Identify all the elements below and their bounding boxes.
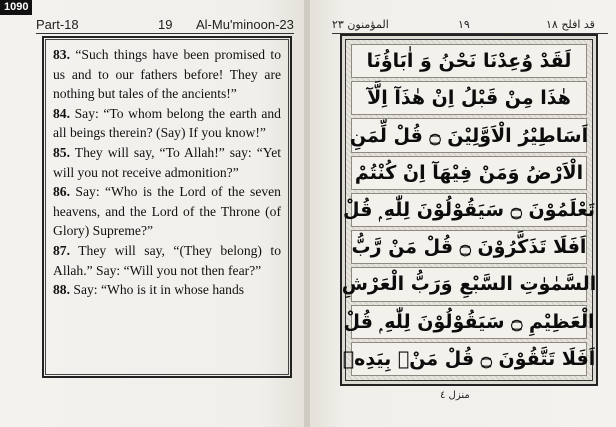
verse-number: 83.	[53, 47, 70, 62]
book-spine	[304, 0, 310, 427]
header-rule-left	[36, 33, 294, 34]
verse-text: They will say, “(They belong) to Allah.” Say: “Will you not then fear?”	[53, 242, 282, 278]
verse-text: Say: “Who is the Lord of the seven heavens, and the Lord of the Throne (of Glory) Supreme?”	[53, 184, 281, 239]
arabic-line: اَفَلَا تَتَّقُوْنَ ۝ قُلْ مَنْۢ بِيَدِهٖ	[351, 342, 587, 376]
arabic-line: لَقَدْ وُعِدْنَا نَحْنُ وَ اٰبَاؤُنَا	[351, 44, 587, 78]
verse-84	[53, 104, 281, 143]
translation-frame	[42, 36, 292, 378]
arabic-line: السَّمٰوٰتِ السَّبْعِ وَرَبُّ الْعَرْشِ	[351, 267, 587, 301]
page-number-arabic: ١٩	[458, 18, 470, 31]
page-number: 19	[158, 17, 173, 32]
verse-number: 84.	[53, 105, 70, 121]
verse-text: They will say, “To Allah!” say: “Yet will you not receive admonition?”	[53, 144, 282, 180]
arabic-line: اَسَاطِيْرُ الْاَوَّلِيْنَ ۝ قُلْ لِّمَنِ	[351, 118, 587, 152]
verse-number: 85.	[53, 144, 70, 160]
arabic-line: تَعْلَمُوْنَ ۝ سَيَقُوْلُوْنَ لِلّٰهِ ۭ قُلْ	[351, 193, 587, 227]
arabic-frame	[340, 34, 598, 386]
verse-88	[53, 280, 281, 300]
verse-number: 86.	[53, 184, 70, 200]
arabic-line: الْاَرْضُ وَمَنْ فِيْهَآ اِنْ كُنْتُمْ	[351, 156, 587, 190]
verse-text: Say: “To whom belong the earth and all beings therein? (Say) If you know!”	[53, 105, 281, 141]
surah-label: Al-Mu'minoon-23	[196, 17, 294, 32]
verse-87	[53, 241, 281, 280]
verse-number: 88.	[53, 282, 70, 298]
arabic-line: الْعَظِيْمِ ۝ سَيَقُوْلُوْنَ لِلّٰهِ ۭ قُلْ	[351, 305, 587, 339]
page-tag: 1090	[0, 0, 32, 15]
part-label: Part-18	[36, 17, 79, 32]
verse-number: 87.	[53, 242, 70, 258]
manzil-footer: منزل ٤	[440, 390, 470, 401]
translation-text	[45, 39, 289, 375]
verse-text: Say: “Who is it in whose hands	[73, 282, 245, 298]
verse-83	[53, 45, 281, 104]
verse-85	[53, 143, 281, 182]
surah-label-arabic: المؤمنون ٢٣	[332, 18, 389, 31]
verse-86	[53, 182, 281, 241]
arabic-line: اَفَلَا تَذَكَّرُوْنَ ۝ قُلْ مَنْ رَّبُّ	[351, 230, 587, 264]
arabic-line: هٰذَا مِنْ قَبْلُ اِنْ هٰذَآ اِلَّآ	[351, 81, 587, 115]
arabic-lines	[341, 39, 597, 381]
part-label-arabic: قد افلح ١٨	[546, 18, 595, 31]
verse-text: “Such things have been promised to us and to our fathers before! They are nothing but tales of the ancients!”	[53, 47, 281, 102]
